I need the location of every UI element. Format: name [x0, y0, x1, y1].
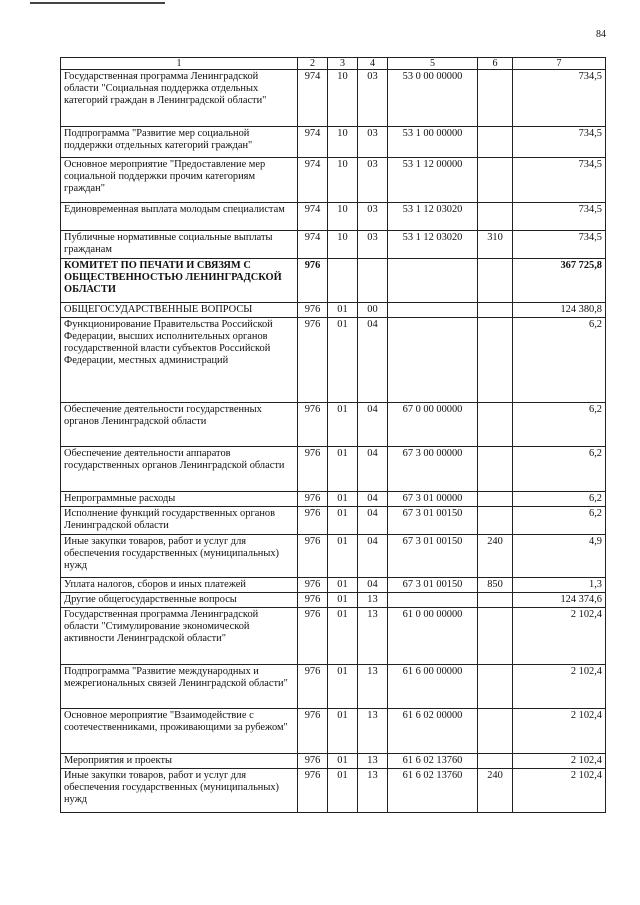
cell-rz: 01	[328, 593, 358, 608]
cell-grbs: 974	[298, 70, 328, 127]
cell-pr: 13	[358, 593, 388, 608]
cell-csr: 67 3 01 00150	[388, 507, 478, 535]
cell-grbs: 974	[298, 127, 328, 158]
cell-pr: 13	[358, 769, 388, 813]
cell-name: Подпрограмма "Развитие международных и межрегиональных связей Ленинградской области"	[61, 665, 298, 709]
cell-rz: 01	[328, 578, 358, 593]
cell-csr: 67 3 01 00150	[388, 535, 478, 578]
cell-vr	[478, 754, 513, 769]
table-row	[61, 447, 606, 492]
cell-vr	[478, 70, 513, 127]
cell-csr: 61 6 02 00000	[388, 709, 478, 754]
cell-pr	[358, 259, 388, 303]
cell-grbs: 976	[298, 259, 328, 303]
cell-csr	[388, 593, 478, 608]
table-row	[61, 507, 606, 535]
table-row	[61, 158, 606, 203]
cell-sum: 1,3	[513, 578, 606, 593]
cell-name: Исполнение функций государственных органов Ленинградской области	[61, 507, 298, 535]
table-row	[61, 203, 606, 231]
cell-csr: 67 3 00 00000	[388, 447, 478, 492]
cell-vr	[478, 403, 513, 447]
cell-sum: 4,9	[513, 535, 606, 578]
cell-sum: 124 374,6	[513, 593, 606, 608]
cell-vr	[478, 203, 513, 231]
table-row	[61, 492, 606, 507]
cell-pr: 04	[358, 535, 388, 578]
cell-name: Основное мероприятие "Взаимодействие с соотечественниками, проживающими за рубежом"	[61, 709, 298, 754]
cell-pr: 13	[358, 608, 388, 665]
table-row	[61, 403, 606, 447]
cell-grbs: 974	[298, 203, 328, 231]
cell-grbs: 976	[298, 507, 328, 535]
cell-pr: 04	[358, 578, 388, 593]
table-row	[61, 608, 606, 665]
cell-vr	[478, 665, 513, 709]
cell-rz: 10	[328, 127, 358, 158]
cell-rz: 01	[328, 492, 358, 507]
cell-grbs: 976	[298, 769, 328, 813]
cell-grbs: 976	[298, 709, 328, 754]
cell-sum: 2 102,4	[513, 754, 606, 769]
cell-pr: 03	[358, 158, 388, 203]
cell-rz: 10	[328, 70, 358, 127]
cell-vr	[478, 259, 513, 303]
cell-rz: 10	[328, 231, 358, 259]
header-cell-pr: 4	[358, 58, 388, 70]
cell-csr	[388, 318, 478, 403]
cell-sum: 2 102,4	[513, 769, 606, 813]
cell-vr	[478, 709, 513, 754]
scan-mark	[30, 2, 165, 4]
cell-vr	[478, 127, 513, 158]
cell-pr: 13	[358, 754, 388, 769]
cell-sum: 734,5	[513, 70, 606, 127]
table-row	[61, 318, 606, 403]
table-row	[61, 70, 606, 127]
cell-csr	[388, 303, 478, 318]
cell-rz: 10	[328, 158, 358, 203]
cell-grbs: 974	[298, 158, 328, 203]
cell-rz: 01	[328, 318, 358, 403]
cell-sum: 2 102,4	[513, 709, 606, 754]
table-row	[61, 593, 606, 608]
cell-rz: 01	[328, 769, 358, 813]
cell-sum: 6,2	[513, 403, 606, 447]
cell-sum: 2 102,4	[513, 665, 606, 709]
cell-name: ОБЩЕГОСУДАРСТВЕННЫЕ ВОПРОСЫ	[61, 303, 298, 318]
cell-csr: 53 1 12 03020	[388, 231, 478, 259]
cell-vr	[478, 507, 513, 535]
cell-name: Обеспечение деятельности государственных органов Ленинградской области	[61, 403, 298, 447]
cell-sum: 367 725,8	[513, 259, 606, 303]
header-cell-sum: 7	[513, 58, 606, 70]
cell-rz: 01	[328, 403, 358, 447]
cell-csr: 61 6 02 13760	[388, 769, 478, 813]
cell-vr	[478, 158, 513, 203]
cell-grbs: 976	[298, 535, 328, 578]
table-row	[61, 769, 606, 813]
cell-csr	[388, 259, 478, 303]
cell-sum: 2 102,4	[513, 608, 606, 665]
cell-rz	[328, 259, 358, 303]
table-row	[61, 709, 606, 754]
cell-rz: 01	[328, 303, 358, 318]
cell-rz: 01	[328, 507, 358, 535]
cell-rz: 01	[328, 665, 358, 709]
cell-sum: 734,5	[513, 203, 606, 231]
cell-vr	[478, 318, 513, 403]
table-row	[61, 303, 606, 318]
cell-pr: 04	[358, 318, 388, 403]
cell-pr: 03	[358, 70, 388, 127]
cell-rz: 10	[328, 203, 358, 231]
cell-name: Уплата налогов, сборов и иных платежей	[61, 578, 298, 593]
cell-sum: 124 380,8	[513, 303, 606, 318]
cell-vr: 850	[478, 578, 513, 593]
cell-rz: 01	[328, 447, 358, 492]
cell-pr: 04	[358, 507, 388, 535]
cell-grbs: 974	[298, 231, 328, 259]
table-row	[61, 259, 606, 303]
cell-grbs: 976	[298, 593, 328, 608]
cell-csr: 53 1 12 03020	[388, 203, 478, 231]
cell-pr: 03	[358, 127, 388, 158]
cell-name: Государственная программа Ленинградской области "Социальная поддержка отдельных категорий граждан в Ленинградской области"	[61, 70, 298, 127]
cell-grbs: 976	[298, 318, 328, 403]
cell-csr: 53 1 12 00000	[388, 158, 478, 203]
cell-name: Мероприятия и проекты	[61, 754, 298, 769]
cell-pr: 13	[358, 709, 388, 754]
table-row	[61, 665, 606, 709]
header-cell-rz: 3	[328, 58, 358, 70]
cell-name: Функционирование Правительства Российской Федерации, высших исполнительных органов государственной власти субъектов Российской Федерации, местных администраций	[61, 318, 298, 403]
cell-vr	[478, 447, 513, 492]
cell-pr: 04	[358, 447, 388, 492]
header-cell-name: 1	[61, 58, 298, 70]
cell-pr: 00	[358, 303, 388, 318]
cell-rz: 01	[328, 608, 358, 665]
header-cell-grbs: 2	[298, 58, 328, 70]
cell-rz: 01	[328, 535, 358, 578]
table-row	[61, 231, 606, 259]
table-row	[61, 127, 606, 158]
cell-pr: 04	[358, 492, 388, 507]
cell-csr: 67 3 01 00150	[388, 578, 478, 593]
cell-csr: 61 6 00 00000	[388, 665, 478, 709]
table-body	[61, 70, 606, 813]
header-cell-vr: 6	[478, 58, 513, 70]
cell-csr: 67 0 00 00000	[388, 403, 478, 447]
page-number: 84	[596, 29, 606, 40]
cell-name: Единовременная выплата молодым специалистам	[61, 203, 298, 231]
cell-sum: 734,5	[513, 158, 606, 203]
cell-grbs: 976	[298, 303, 328, 318]
cell-rz: 01	[328, 754, 358, 769]
cell-grbs: 976	[298, 578, 328, 593]
cell-name: Иные закупки товаров, работ и услуг для обеспечения государственных (муниципальных) нужд	[61, 769, 298, 813]
table-row	[61, 578, 606, 593]
cell-name: Иные закупки товаров, работ и услуг для обеспечения государственных (муниципальных) нужд	[61, 535, 298, 578]
cell-grbs: 976	[298, 754, 328, 769]
cell-csr: 53 0 00 00000	[388, 70, 478, 127]
cell-grbs: 976	[298, 492, 328, 507]
cell-vr: 310	[478, 231, 513, 259]
cell-name: Государственная программа Ленинградской области "Стимулирование экономической активности Ленинградской области"	[61, 608, 298, 665]
cell-grbs: 976	[298, 608, 328, 665]
cell-vr	[478, 608, 513, 665]
header-row	[61, 58, 606, 70]
cell-name: Обеспечение деятельности аппаратов государственных органов Ленинградской области	[61, 447, 298, 492]
cell-csr: 61 0 00 00000	[388, 608, 478, 665]
cell-name: Основное мероприятие "Предоставление мер социальной поддержки прочим категориям граждан"	[61, 158, 298, 203]
cell-pr: 04	[358, 403, 388, 447]
cell-csr: 67 3 01 00000	[388, 492, 478, 507]
cell-vr: 240	[478, 535, 513, 578]
cell-vr	[478, 492, 513, 507]
cell-vr: 240	[478, 769, 513, 813]
cell-name: КОМИТЕТ ПО ПЕЧАТИ И СВЯЗЯМ С ОБЩЕСТВЕННОСТЬЮ ЛЕНИНГРАДСКОЙ ОБЛАСТИ	[61, 259, 298, 303]
cell-csr: 53 1 00 00000	[388, 127, 478, 158]
cell-name: Непрограммные расходы	[61, 492, 298, 507]
cell-grbs: 976	[298, 447, 328, 492]
budget-table	[60, 57, 606, 813]
cell-sum: 6,2	[513, 507, 606, 535]
cell-sum: 734,5	[513, 231, 606, 259]
table-row	[61, 754, 606, 769]
cell-pr: 13	[358, 665, 388, 709]
header-cell-csr: 5	[388, 58, 478, 70]
cell-grbs: 976	[298, 403, 328, 447]
cell-sum: 6,2	[513, 492, 606, 507]
cell-sum: 734,5	[513, 127, 606, 158]
cell-pr: 03	[358, 203, 388, 231]
cell-rz: 01	[328, 709, 358, 754]
cell-sum: 6,2	[513, 318, 606, 403]
cell-name: Подпрограмма "Развитие мер социальной поддержки отдельных категорий граждан"	[61, 127, 298, 158]
cell-grbs: 976	[298, 665, 328, 709]
cell-name: Другие общегосударственные вопросы	[61, 593, 298, 608]
cell-vr	[478, 593, 513, 608]
cell-name: Публичные нормативные социальные выплаты гражданам	[61, 231, 298, 259]
table-row	[61, 535, 606, 578]
cell-csr: 61 6 02 13760	[388, 754, 478, 769]
cell-vr	[478, 303, 513, 318]
cell-sum: 6,2	[513, 447, 606, 492]
cell-pr: 03	[358, 231, 388, 259]
